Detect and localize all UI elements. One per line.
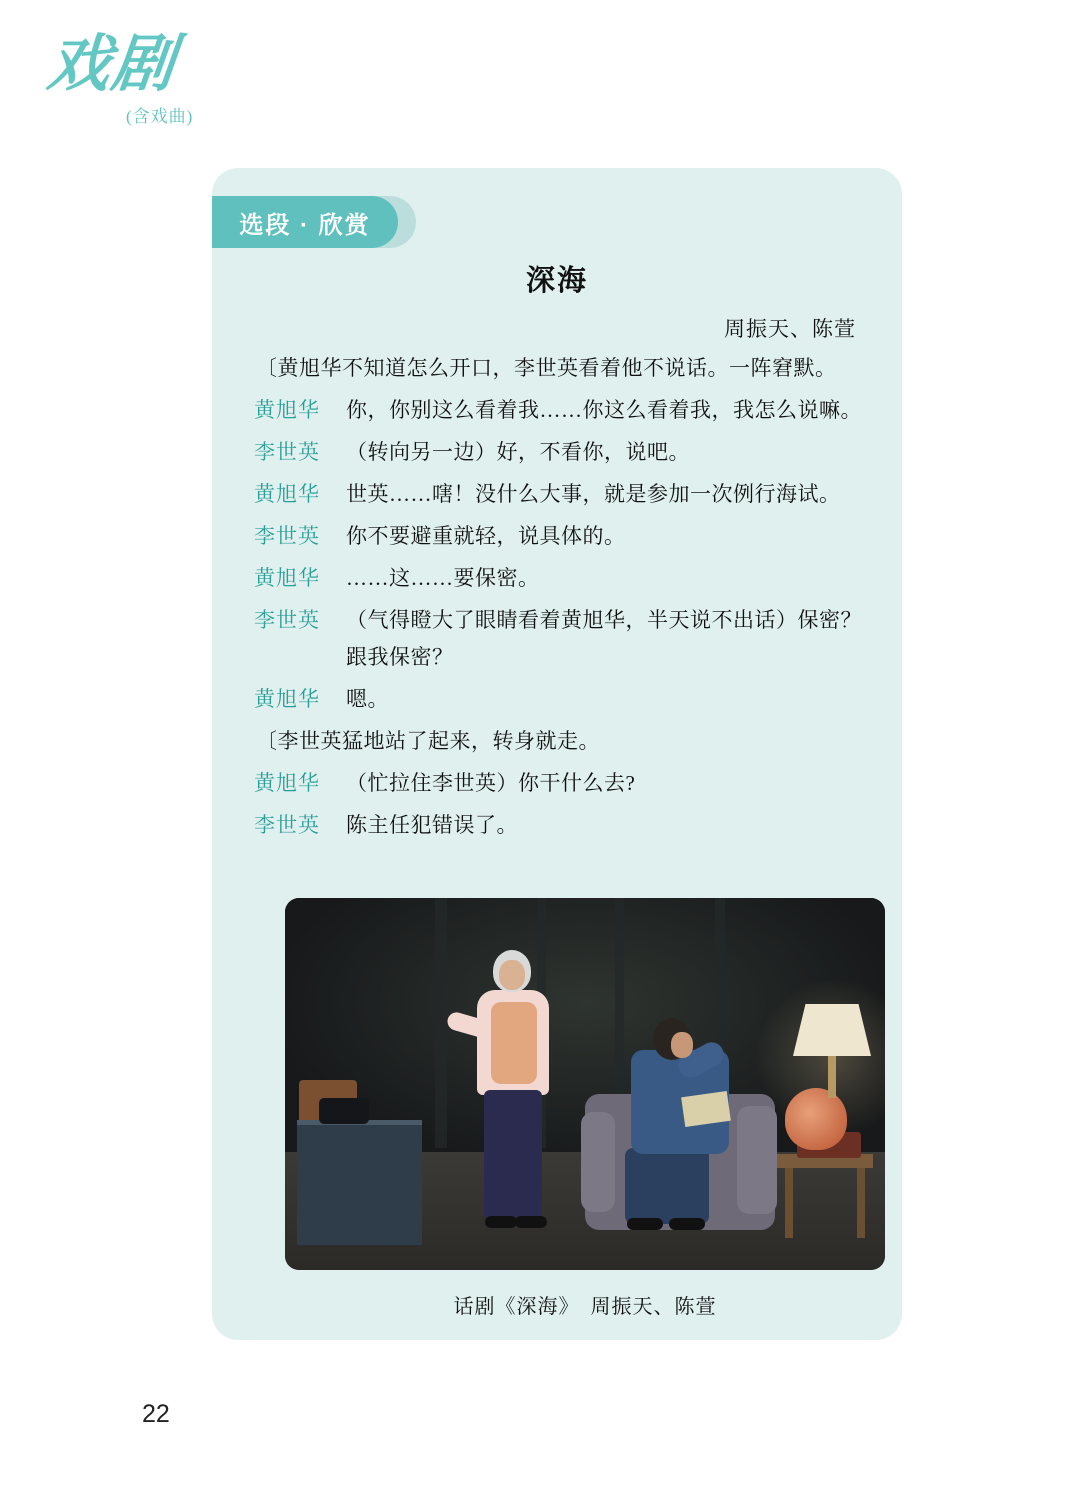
photo-table-leg — [857, 1168, 865, 1238]
dialogue-text: 你不要避重就轻，说具体的。 — [346, 524, 626, 548]
photo-actor-face — [671, 1032, 693, 1058]
speaker-name: 黄旭华 — [254, 482, 320, 506]
photo-actress-vest — [491, 1002, 537, 1084]
dialogue-line — [254, 560, 862, 597]
dialogue-line — [254, 476, 862, 513]
photo-actor-shoe — [669, 1218, 705, 1230]
dialogue-text: 嗯。 — [346, 687, 389, 711]
dialogue-line — [254, 392, 862, 429]
photo-desk — [297, 1120, 422, 1245]
speaker-name: 李世英 — [254, 524, 320, 548]
photo-paper-prop — [681, 1091, 731, 1127]
author-line: 周振天、陈萱 — [724, 317, 856, 341]
photo-actor-shoe — [627, 1218, 663, 1230]
dialogue-line — [254, 681, 862, 718]
photo-lamp-pole — [828, 1054, 836, 1098]
speaker-name: 李世英 — [254, 608, 320, 632]
dialogue-text: 你，你别这么看着我……你这么看着我，我怎么说嘛。 — [346, 398, 862, 422]
dialogue-line — [254, 434, 862, 471]
speaker-name: 李世英 — [254, 440, 320, 464]
content-panel — [212, 168, 902, 1340]
dialogue-text: 陈主任犯错误了。 — [346, 813, 518, 837]
brand-logo-text: 戏剧 — [44, 31, 180, 99]
photo-actress-shoe — [515, 1216, 547, 1228]
speaker-name: 李世英 — [254, 813, 320, 837]
dialogue-line — [254, 765, 862, 802]
photo-actress-face — [499, 960, 525, 990]
dialogue-line — [254, 807, 862, 844]
figure-caption: 话剧《深海》 周振天、陈萱 — [453, 1296, 717, 1318]
stage-photo — [285, 898, 885, 1270]
section-brand — [44, 31, 248, 144]
figure — [285, 898, 885, 1319]
photo-actress-pants — [484, 1090, 542, 1218]
script-body — [254, 350, 862, 849]
photo-lamp-shade — [793, 1004, 871, 1056]
dialogue-text: （忙拉住李世英）你干什么去? — [346, 771, 636, 795]
photo-sofa-arm — [737, 1106, 777, 1214]
page-number: 22 — [142, 1400, 170, 1428]
dialogue-text: （转向另一边）好，不看你，说吧。 — [346, 440, 690, 464]
dialogue-line — [254, 518, 862, 555]
dialogue-line — [254, 602, 862, 676]
speaker-name: 黄旭华 — [254, 687, 320, 711]
speaker-name: 黄旭华 — [254, 398, 320, 422]
stage-direction — [256, 723, 862, 760]
stage-direction-text: 〔李世英猛地站了起来，转身就走。 — [256, 729, 600, 753]
speaker-name: 黄旭华 — [254, 566, 320, 590]
photo-actor-legs — [625, 1148, 709, 1224]
photo-telephone — [319, 1098, 369, 1124]
photo-actress-shoe — [485, 1216, 517, 1228]
photo-gramophone-horn — [785, 1088, 847, 1150]
photo-tree — [435, 898, 447, 1148]
dialogue-text: （气得瞪大了眼睛看着黄旭华，半天说不出话）保密？跟我保密？ — [346, 608, 862, 669]
photo-sofa-arm — [581, 1112, 615, 1212]
section-tab-label: 选段 · 欣赏 — [212, 196, 398, 248]
page-title: 深海 — [525, 265, 588, 297]
speaker-name: 黄旭华 — [254, 771, 320, 795]
stage-direction-text: 〔黄旭华不知道怎么开口，李世英看着他不说话。一阵窘默。 — [256, 356, 837, 380]
photo-table-leg — [785, 1168, 793, 1238]
dialogue-text: ……这……要保密。 — [346, 566, 540, 590]
dialogue-text: 世英……嗐！没什么大事，就是参加一次例行海试。 — [346, 482, 841, 506]
stage-direction — [256, 350, 862, 387]
brand-subtitle: (含戏曲) — [126, 107, 194, 126]
